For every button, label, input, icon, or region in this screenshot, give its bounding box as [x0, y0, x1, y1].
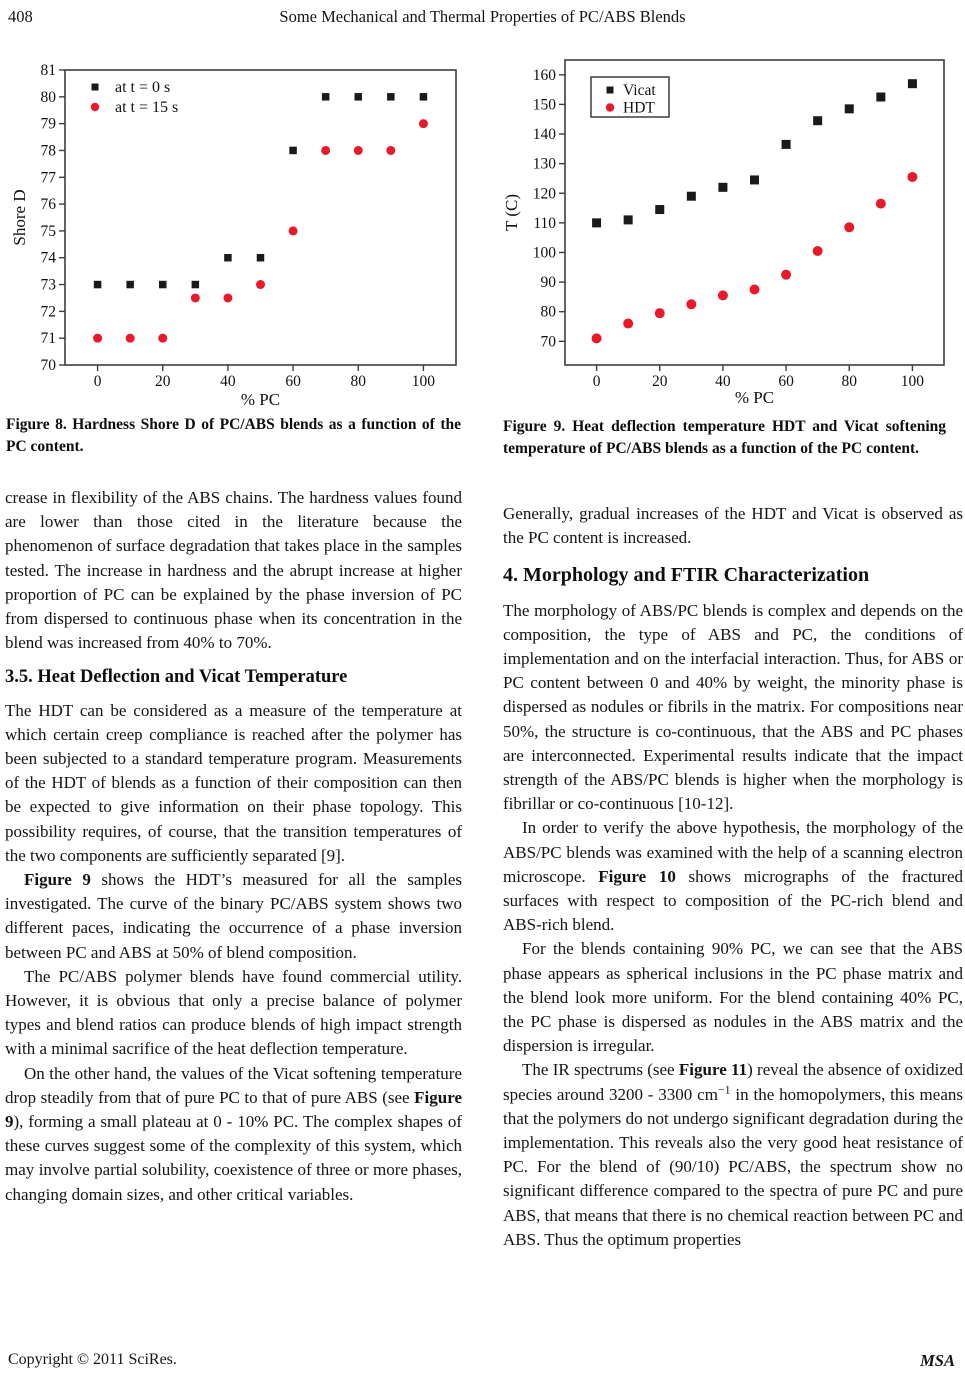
svg-text:150: 150: [532, 96, 556, 114]
svg-text:75: 75: [40, 222, 56, 240]
svg-text:40: 40: [715, 373, 731, 390]
svg-text:% PC: % PC: [734, 388, 775, 407]
svg-text:79: 79: [40, 115, 56, 133]
running-title: Some Mechanical and Thermal Properties of PC/ABS Blends: [279, 7, 686, 26]
svg-text:130: 130: [532, 155, 556, 173]
svg-text:0: 0: [592, 373, 601, 390]
figure9-caption: Figure 9. Heat deflection temperature HDT and Vicat softening temperature of PC/ABS blends as a function of the PC content.: [503, 418, 946, 457]
svg-text:Shore D: Shore D: [10, 189, 29, 246]
figure8-chart: [5, 58, 460, 407]
svg-text:81: 81: [40, 62, 56, 79]
svg-text:77: 77: [40, 169, 56, 187]
figure9-chart: [503, 57, 947, 414]
figure8-caption: Figure 8. Hardness Shore D of PC/ABS blends as a function of the PC content.: [6, 416, 461, 455]
svg-text:60: 60: [778, 373, 794, 390]
svg-text:at t = 0 s: at t = 0 s: [115, 79, 171, 96]
paragraph: On the other hand, the values of the Vicat softening temperature drop steadily from that of pure PC to that of pure ABS (see Figure 9), forming a small plateau at 0 - 10% PC. The complex shapes of these curves suggest some of the complexity of this system, which may involve partial solubility, coexistence of three or more phases, changing domain sizes, and other critical variables.: [5, 1063, 462, 1204]
svg-text:80: 80: [841, 373, 857, 390]
svg-text:70: 70: [540, 333, 556, 351]
svg-text:140: 140: [532, 126, 556, 144]
svg-text:80: 80: [350, 373, 366, 390]
svg-text:73: 73: [40, 276, 56, 294]
svg-text:% PC: % PC: [240, 390, 281, 407]
left-column: [5, 486, 462, 1207]
paragraph: The PC/ABS polymer blends have found commercial utility. However, it is obvious that only a precise balance of polymer types and blend ratios can produce blends of high impact strength with a minimal sacrifice of the heat deflection temperature.: [5, 966, 462, 1059]
paragraph: The IR spectrums (see Figure 11) reveal the absence of oxidized species around 3200 - 3300 $cm^{-1}$ in the homopolymers, this means that the polymers do not undergo significant degradation during the implementation. This reveals also the very good heat resistance of PC. For the blend of (90/10) PC/ABS, the spectrum show no significant difference compared to the spectra of pure PC and pure ABS, that means that there is no chemical reaction between PC and ABS. Thus the optimum properties: [503, 1060, 963, 1249]
svg-text:90: 90: [540, 274, 556, 292]
svg-text:100: 100: [411, 373, 436, 390]
svg-text:Vicat: Vicat: [623, 82, 656, 99]
svg-text:at t = 15 s: at t = 15 s: [115, 99, 179, 116]
svg-text:110: 110: [533, 214, 556, 232]
svg-text:160: 160: [532, 66, 556, 84]
paragraph: The HDT can be considered as a measure of the temperature at which certain creep compliance is reached after the polymer has been subjected to a standard temperature program. Measurements of the HDT of blends as a function of their composition can then be expected to give information on their phase topology. This possibility requires, of course, that the transition temperatures of the two components are sufficiently separated [9].: [5, 700, 462, 865]
svg-text:80: 80: [40, 88, 56, 106]
section-heading-4: 4. Morphology and FTIR Characterization: [503, 564, 870, 587]
svg-text:HDT: HDT: [623, 99, 655, 117]
page-number: 408: [8, 7, 33, 26]
svg-text:71: 71: [40, 330, 56, 348]
paragraph: crease in flexibility of the ABS chains. The hardness values found are lower than those cited in the literature because the phenomenon of surface degradation that takes place in the samples tested. The increase in hardness and the abrupt increase at higher proportion of PC can be explained by the phase inversion of PC from dispersed to continuous phase when its concentration in the blend was increased from 40% to 70%.: [5, 488, 462, 653]
svg-text:T (C): T (C): [503, 194, 521, 231]
right-column: [503, 502, 963, 1252]
svg-text:78: 78: [40, 142, 56, 160]
svg-text:60: 60: [285, 373, 301, 390]
svg-text:76: 76: [40, 196, 56, 214]
svg-text:72: 72: [40, 303, 56, 321]
paragraph: Figure 9 shows the HDT’s measured for all the samples investigated. The curve of the binary PC/ABS system shows two different paces, indicating the occurrence of a phase inversion between PC and ABS at 50% of blend composition.: [5, 870, 462, 962]
svg-text:20: 20: [652, 373, 668, 390]
svg-text:20: 20: [155, 373, 171, 390]
svg-text:74: 74: [40, 249, 56, 267]
paragraph: In order to verify the above hypothesis, the morphology of the ABS/PC blends was examined with the help of a scanning electron microscope. Figure 10 shows micrographs of the fractured surfaces with respect to composition of the PC-rich blend and ABS-rich blend.: [503, 818, 963, 935]
svg-text:100: 100: [900, 373, 925, 390]
paragraph: For the blends containing 90% PC, we can see that the ABS phase appears as spherical inclusions in the PC phase matrix and the blend look more uniform. For the blend containing 40% PC, the PC phase is dispersed as nodules in the ABS matrix and the dispersion is irregular.: [503, 939, 963, 1056]
paragraph: Generally, gradual increases of the HDT and Vicat is observed as the PC content is increased.: [503, 504, 963, 548]
svg-text:120: 120: [532, 185, 556, 203]
svg-text:0: 0: [93, 373, 102, 390]
svg-text:100: 100: [532, 244, 556, 262]
footer-journal-abbrev: MSA: [920, 1351, 955, 1370]
paragraph: The morphology of ABS/PC blends is complex and depends on the composition, the type of ABS and PC, the conditions of implementation and on the interfacial interaction. Thus, for ABS or PC content between 0 and 40% by weight, the minority phase is dispersed as nodules or fibrils in the matrix. For compositions near 50%, the structure is co-continuous, that the ABS and PC phases are interconnected. Experimental results indicate that the impact strength of the ABS/PC blends is higher when the morphology is fibrillar or co-continuous [10-12].: [503, 600, 963, 814]
footer-copyright: Copyright © 2011 SciRes.: [8, 1351, 177, 1368]
svg-text:70: 70: [40, 357, 56, 374]
svg-text:40: 40: [220, 373, 236, 390]
section-heading-3-5: 3.5. Heat Deflection and Vicat Temperature: [5, 667, 348, 688]
svg-text:80: 80: [540, 303, 556, 321]
